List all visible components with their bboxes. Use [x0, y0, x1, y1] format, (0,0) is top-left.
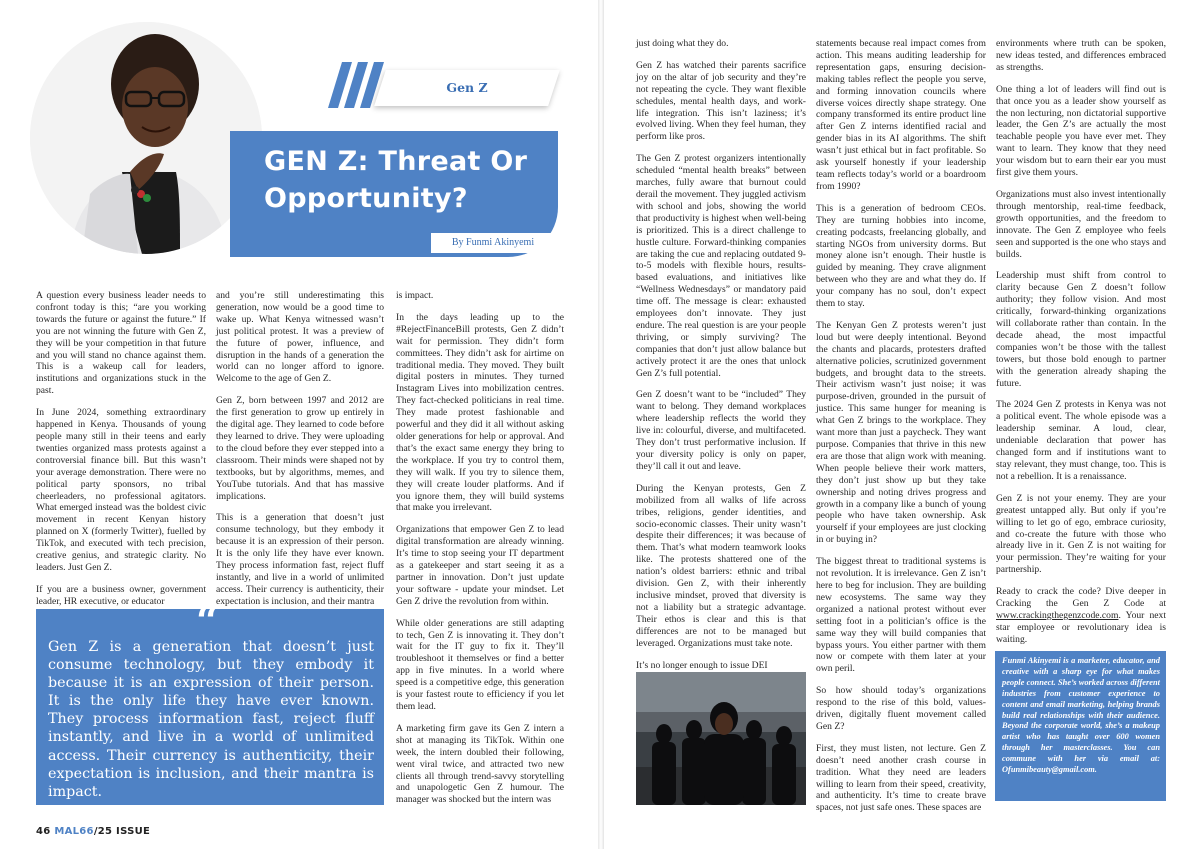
column-2	[216, 290, 384, 618]
protest-photo	[636, 672, 806, 805]
magazine-brand: MAL66	[54, 826, 94, 837]
page-footer	[36, 826, 150, 837]
page-spine	[598, 0, 604, 849]
cta-text: Ready to crack the code? Dive deeper in Cracking the Gen Z Code at	[996, 586, 1166, 610]
paragraph: During the Kenyan protests, Gen Z mobilized from all walks of life across tribes, religions, gender identities, and socio-economic classes. Their unity wasn’t despite their differences; it was because of them. That’s what modern teamwork looks like. The protests shattered one of the nation’s oldest barriers: ethnic and tribal division. Gen Z, with their inherently inclusive mindset, proved that diversity is not a liability but a strategic advantage. Their ethos is clear and this is that differences are not to be managed but leveraged. Organizations must take note.	[636, 482, 806, 649]
paragraph: Gen Z has watched their parents sacrifice joy on the altar of job security and they’re not repeating the cycle. They want flexible schedules, mental health days, and work-life integration. This isn’t laziness; it’s evolved living. When they feel human, they perform like pros.	[636, 59, 806, 143]
cta-text-end: . Your next star employee or revolutionary idea is waiting.	[996, 609, 1166, 645]
column-6	[996, 38, 1166, 656]
paragraph: environments where truth can be spoken, new ideas tested, and differences embraced as strengths.	[996, 38, 1166, 73]
author-bio: Funmi Akinyemi is a marketer, educator, and creative with a sharp eye for what makes people connect. She’s worked across different industries from customer experience to content and email marketing, helping brands build real relationships with their audience. Beyond the corporate world, she’s a makeup artist who has taught over 600 women through her masterclasses. You can commune with her via email at: Ofunmibeauty@gmail.com.	[1002, 656, 1160, 775]
paragraph: The biggest threat to traditional systems is not revolution. It is irrelevance. Gen Z isn’t here to beg for inclusion. They are building new ecosystems. The same way they organized a national protest without ever setting foot in a politician’s office is the same way they will build companies that bypass yours. You either partner with them now or compete with them later at your own peril.	[816, 556, 986, 675]
paragraph: Organizations must also invest intentionally through mentorship, real-time feedback, growth opportunities, and the freedom to innovate. The Gen Z employee who feels seen and supported is the one who stays and builds.	[996, 188, 1166, 260]
website-link[interactable]: www.crackingthegenzcode.com	[996, 609, 1119, 621]
paragraph: A marketing firm gave its Gen Z intern a shot at managing its TikTok. Within one week, the intern doubled their following, went viral twice, and attracted two new clients all through trend-savvy storytelling and unapologetic Gen Z humour. The manager was shocked but the intern was	[396, 722, 564, 806]
paragraph: statements because real impact comes from action. This means auditing leadership for representation gaps, ensuring decision-making tables reflect the people you serve, and forming innovation councils where diverse voices directly shape strategy. One company transformed its entire product line after Gen Z interns identified racial and gender bias in its AI algorithms. The shift wasn’t just ethical but in fact profitable. So ask yourself honestly if your leadership team reflects today’s world or a boardroom from 1990?	[816, 38, 986, 192]
paragraph: In June 2024, something extraordinary happened in Kenya. Thousands of young people many still in their teens and early twenties organized mass protests against a controversial finance bill. But this wasn’t your average demonstration. There were no political party sponsors, no tribal cheerleaders, no professional agitators. What emerged instead was the boldest civic movement in recent Kenyan history planned on X (formerly Twitter), fuelled by TikTok, and executed with tech precision, creative genius, and strategic clarity. No leaders. Just Gen Z.	[36, 407, 206, 573]
column-4	[636, 38, 806, 681]
issue-label: /25 ISSUE	[93, 826, 151, 837]
paragraph: and you’re still underestimating this generation, now would be a good time to wake up. What Kenya witnessed wasn’t just political protest. It was a preview of the future of power, influence, and disruption in the hands of a generation the world can no longer afford to ignore. Welcome to the age of Gen Z.	[216, 290, 384, 385]
column-3	[396, 290, 564, 816]
paragraph: Gen Z, born between 1997 and 2012 are the first generation to grow up entirely in the digital age. They learned to code before they learned to drive. They were uploading to the cloud before they ever stepped into a classroom. Their minds were shaped not by textbooks, but by algorithms, memes, and YouTube tutorials. And that has massive implications.	[216, 395, 384, 502]
paragraph: The Kenyan Gen Z protests weren’t just loud but were deeply intentional. Beyond the chants and placards, protesters drafted alternative policies, scrutinized government budgets, and brought data to the streets. Their activism wasn’t just noise; it was purpose-driven, grounded in the pursuit of justice. This same hunger for meaning is what Gen Z brings to the workplace. They want more than just a paycheck. They want purpose. Companies that thrive in this new era are those that align work with meaning. When people believe their work matters, they don’t just show up but they take ownership and noting drives progress and growth in a company like a bunch of young people who have taken ownership. Ask yourself if your employees are just clocking in or buying in?	[816, 319, 986, 546]
paragraph: While older generations are still adapting to tech, Gen Z is innovating it. They don’t wait for the IT guy to fix it. They’ll troubleshoot it themselves or find a better app in five minutes. In a world where speed is a competitive edge, this generation is your fastest route to efficiency if you let them lead.	[396, 617, 564, 712]
paragraph: If you are a business owner, government leader, HR executive, or educator	[36, 583, 206, 607]
paragraph: So how should today’s organizations respond to the rise of this bold, values-driven, digitally fluent movement called Gen Z?	[816, 685, 986, 732]
column-5	[816, 38, 986, 824]
article-title: GEN Z: Threat Or Opportunity?	[264, 146, 528, 214]
paragraph: It’s no longer enough to issue DEI	[636, 659, 768, 671]
byline: By Funmi Akinyemi	[451, 237, 535, 248]
paragraph: Organizations that empower Gen Z to lead digital transformation are already winning. It’s time to stop seeing your IT department as a gatekeeper and start seeing it as a partner in innovation. Don’t just update your software - update your mindset. Let Gen Z drive the revolution from within.	[396, 524, 564, 607]
paragraph: The 2024 Gen Z protests in Kenya was not a political event. The whole episode was a leadership seminar. A loud, clear, undeniable declaration that power has changed form and if institutions want to stay relevant, they must change, too. This is not a rebellion. It is a renaissance.	[996, 399, 1166, 482]
paragraph: Gen Z doesn’t want to be “included” They want to belong. They demand workplaces where leadership reflects the world they live in: colourful, diverse, and multifaceted. They don’t trust performative inclusion. If your diversity policy is only on paper, they’ll call it out and leave.	[636, 389, 806, 472]
paragraph: just doing what they do.	[636, 38, 729, 49]
section-tag: Gen Z	[446, 80, 488, 95]
quote-mark-icon: “	[196, 598, 220, 645]
paragraph: In the days leading up to the #RejectFinanceBill protests, Gen Z didn’t wait for permission. They didn’t form committees. They didn’t ask for airtime on traditional media. They moved. They built digital posters in minutes. They turned Instagram Lives into mobilization centres. They fact-checked politicians in real time. They made protest fashionable and powerful and they did it all without asking older generations for help or approval. And that’s the exact same energy they bring to the workplace. If you try to control them, they will walk. If you try to silence them, they will create louder platforms. And if you ignore them, they will build systems that make you irrelevant.	[396, 311, 564, 514]
paragraph: is impact.	[396, 290, 434, 301]
paragraph: First, they must listen, not lecture. Gen Z doesn’t need another crash course in tradition. What they need are leaders willing to learn from their speed, creativity, and authenticity. It’s time to create brave spaces, not just safe ones. These spaces are	[816, 742, 986, 814]
photo-illustration	[636, 672, 806, 805]
paragraph: The Gen Z protest organizers intentionally scheduled “mental health breaks” between marches, fully aware that burnout could derail the movement. They juggled activism with school and jobs, showing the world that productivity is highest when well-being is prioritized. This is a direct challenge to hustle culture. Forward-thinking companies are taking the cue and replacing outdated 9-to-5 models with flexible hours, results-based evaluations, and initiatives like “Wellness Wednesdays” or mandatory paid time off. The message is clear: exhausted employees don’t innovate. They just endure. The real question is are your people thriving, or simply surviving? The companies that don’t just allow balance but actively protect it are the ones that unlock Gen Z’s full potential.	[636, 153, 806, 379]
paragraph: This is a generation that doesn’t just consume technology, but they embody it because it is an expression of their person. It is the only life they have ever known. They process information fast, reject fluff instantly, and live in a world of unlimited access. Their currency is authenticity, their expectation is inclusion, and their mantra	[216, 512, 384, 607]
paragraph: This is a generation of bedroom CEOs. They are turning hobbies into income, creating podcasts, freelancing globally, and starting NGOs from university dorms. But money alone isn’t enough. Their hustle is guided by meaning. They crave alignment between who they are and what they do. If your company has no soul, don’t expect them to stay.	[816, 202, 986, 310]
portrait-illustration	[30, 22, 262, 254]
paragraph: Gen Z is not your enemy. They are your greatest untapped ally. But only if you’re willing to let go of ego, embrace curiosity, and co-create the future with those who already live in it. Gen Z is not waiting for your permission. They’re waiting for your partnership.	[996, 492, 1166, 576]
paragraph: One thing a lot of leaders will find out is that once you as a leader show yourself as the non lecturing, non dictatorial supportive leader, the Gen Z’s are actually the most teachable people you have ever met. They want to learn. They know that they need your wisdom but to earn their ear you must first give them yours.	[996, 83, 1166, 179]
paragraph: Leadership must shift from control to clarity because Gen Z doesn’t follow authority; they follow vision. And most critically, forward-thinking organizations will collaborate rather than contain. In the decade ahead, the most impactful companies won’t be those with the tallest towers, but those bold enough to partner with the generation already shaping the future.	[996, 270, 1166, 389]
pull-quote: Gen Z is a generation that doesn’t just consume technology, but they embody it because it is an expression of their person. It is the only life they have ever known. They process information fast, reject fluff instantly, and live in a world of unlimited access. Their currency is authenticity, their expectation is inclusion, and their mantra is impact.	[48, 639, 374, 800]
author-portrait	[30, 22, 262, 254]
paragraph: A question every business leader needs to confront today is this; “are you working towards the future or against the future.” If you are not winning the future with Gen Z, they will be your competition in that future and you will stand no chance against them. This is a wakeup call for leaders, institutions and organizations stuck in the past.	[36, 290, 206, 397]
column-1	[36, 290, 206, 618]
cta-paragraph	[996, 586, 1166, 646]
page-number: 46	[36, 826, 51, 837]
